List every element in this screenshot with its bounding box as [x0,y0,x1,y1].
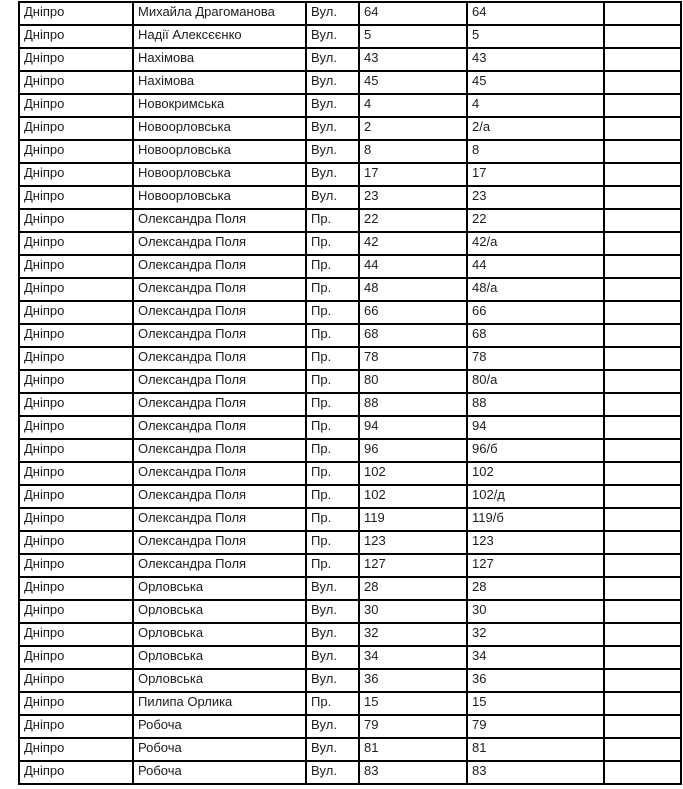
table-row [19,278,681,301]
cell-street: Нахімова [133,71,306,94]
cell-street: Робоча [133,715,306,738]
cell-note [604,25,681,48]
cell-building-number: 48 [359,278,467,301]
cell-building-number-full: 45 [467,71,604,94]
cell-city: Дніпро [19,186,133,209]
cell-note [604,278,681,301]
cell-building-number: 17 [359,163,467,186]
cell-building-number: 119 [359,508,467,531]
table-row [19,94,681,117]
cell-building-number-full: 23 [467,186,604,209]
cell-street-type: Пр. [306,278,359,301]
cell-street-type: Пр. [306,439,359,462]
cell-street: Олександра Поля [133,209,306,232]
cell-note [604,669,681,692]
cell-street-type: Вул. [306,186,359,209]
cell-building-number-full: 102/д [467,485,604,508]
table-row [19,577,681,600]
cell-building-number: 83 [359,761,467,784]
cell-building-number-full: 44 [467,255,604,278]
cell-note [604,416,681,439]
cell-note [604,738,681,761]
cell-street-type: Вул. [306,140,359,163]
cell-building-number-full: 5 [467,25,604,48]
cell-note [604,163,681,186]
cell-building-number: 34 [359,646,467,669]
cell-building-number: 123 [359,531,467,554]
cell-building-number-full: 43 [467,48,604,71]
table-row [19,232,681,255]
cell-note [604,692,681,715]
table-row [19,646,681,669]
cell-building-number: 94 [359,416,467,439]
cell-city: Дніпро [19,370,133,393]
cell-street: Олександра Поля [133,301,306,324]
table-row [19,715,681,738]
table-row [19,117,681,140]
table-row [19,439,681,462]
cell-building-number: 68 [359,324,467,347]
cell-building-number-full: 36 [467,669,604,692]
cell-building-number: 30 [359,600,467,623]
cell-city: Дніпро [19,71,133,94]
cell-city: Дніпро [19,393,133,416]
cell-city: Дніпро [19,531,133,554]
table-row [19,692,681,715]
cell-street: Новоорловська [133,163,306,186]
cell-building-number: 8 [359,140,467,163]
cell-building-number-full: 66 [467,301,604,324]
table-row [19,623,681,646]
cell-note [604,761,681,784]
cell-note [604,439,681,462]
table-row [19,600,681,623]
cell-city: Дніпро [19,48,133,71]
cell-street-type: Пр. [306,508,359,531]
cell-city: Дніпро [19,646,133,669]
cell-street: Новоорловська [133,117,306,140]
table-row [19,347,681,370]
cell-city: Дніпро [19,232,133,255]
cell-note [604,232,681,255]
cell-note [604,715,681,738]
cell-city: Дніпро [19,692,133,715]
table-row [19,485,681,508]
cell-street-type: Пр. [306,324,359,347]
cell-building-number-full: 83 [467,761,604,784]
cell-street-type: Пр. [306,209,359,232]
cell-building-number: 64 [359,2,467,25]
cell-building-number: 66 [359,301,467,324]
cell-building-number-full: 30 [467,600,604,623]
cell-note [604,94,681,117]
cell-city: Дніпро [19,554,133,577]
cell-city: Дніпро [19,94,133,117]
cell-building-number-full: 78 [467,347,604,370]
cell-street: Олександра Поля [133,439,306,462]
cell-building-number: 96 [359,439,467,462]
cell-street-type: Вул. [306,2,359,25]
cell-note [604,140,681,163]
cell-building-number: 102 [359,462,467,485]
table-row [19,416,681,439]
cell-note [604,209,681,232]
cell-street-type: Пр. [306,692,359,715]
cell-street-type: Вул. [306,94,359,117]
cell-note [604,393,681,416]
table-row [19,71,681,94]
cell-building-number-full: 15 [467,692,604,715]
table-body [19,2,681,784]
cell-building-number-full: 94 [467,416,604,439]
cell-building-number: 127 [359,554,467,577]
cell-note [604,255,681,278]
table-row [19,209,681,232]
cell-building-number-full: 48/а [467,278,604,301]
cell-street-type: Пр. [306,370,359,393]
cell-note [604,646,681,669]
cell-street: Олександра Поля [133,324,306,347]
cell-street-type: Пр. [306,393,359,416]
cell-street: Орловська [133,600,306,623]
cell-street-type: Вул. [306,738,359,761]
cell-building-number: 15 [359,692,467,715]
cell-street-type: Вул. [306,48,359,71]
cell-building-number-full: 32 [467,623,604,646]
cell-note [604,324,681,347]
cell-note [604,117,681,140]
table-row [19,761,681,784]
cell-city: Дніпро [19,278,133,301]
table-row [19,163,681,186]
cell-building-number-full: 17 [467,163,604,186]
cell-city: Дніпро [19,738,133,761]
cell-note [604,531,681,554]
cell-note [604,600,681,623]
cell-street: Орловська [133,623,306,646]
cell-street: Олександра Поля [133,554,306,577]
cell-building-number: 102 [359,485,467,508]
cell-city: Дніпро [19,324,133,347]
cell-city: Дніпро [19,255,133,278]
cell-street: Робоча [133,738,306,761]
cell-building-number: 28 [359,577,467,600]
table-row [19,301,681,324]
cell-note [604,623,681,646]
cell-city: Дніпро [19,462,133,485]
cell-street-type: Вул. [306,761,359,784]
cell-city: Дніпро [19,485,133,508]
cell-building-number-full: 79 [467,715,604,738]
cell-street: Михайла Драгоманова [133,2,306,25]
cell-city: Дніпро [19,508,133,531]
cell-building-number-full: 42/а [467,232,604,255]
cell-note [604,186,681,209]
cell-street: Олександра Поля [133,416,306,439]
cell-street-type: Пр. [306,485,359,508]
table-row [19,140,681,163]
cell-street-type: Вул. [306,646,359,669]
cell-building-number-full: 34 [467,646,604,669]
cell-building-number-full: 81 [467,738,604,761]
cell-building-number: 44 [359,255,467,278]
cell-building-number-full: 8 [467,140,604,163]
cell-street: Пилипа Орлика [133,692,306,715]
cell-building-number: 45 [359,71,467,94]
cell-street-type: Вул. [306,163,359,186]
cell-street-type: Пр. [306,462,359,485]
cell-building-number: 23 [359,186,467,209]
cell-street: Новокримська [133,94,306,117]
cell-city: Дніпро [19,140,133,163]
cell-note [604,71,681,94]
cell-city: Дніпро [19,2,133,25]
cell-building-number: 78 [359,347,467,370]
cell-street: Олександра Поля [133,278,306,301]
cell-building-number-full: 4 [467,94,604,117]
cell-note [604,347,681,370]
cell-street: Орловська [133,646,306,669]
cell-street: Олександра Поля [133,347,306,370]
table-row [19,462,681,485]
table-row [19,255,681,278]
table-row [19,48,681,71]
cell-building-number-full: 2/а [467,117,604,140]
cell-city: Дніпро [19,301,133,324]
cell-building-number: 22 [359,209,467,232]
cell-note [604,485,681,508]
address-table [18,1,682,785]
cell-building-number: 32 [359,623,467,646]
cell-building-number: 36 [359,669,467,692]
cell-street: Нахімова [133,48,306,71]
cell-street: Орловська [133,669,306,692]
cell-street: Олександра Поля [133,462,306,485]
cell-street-type: Пр. [306,347,359,370]
cell-note [604,48,681,71]
cell-note [604,301,681,324]
cell-building-number-full: 88 [467,393,604,416]
cell-building-number: 4 [359,94,467,117]
cell-building-number: 5 [359,25,467,48]
cell-building-number-full: 22 [467,209,604,232]
cell-note [604,508,681,531]
cell-city: Дніпро [19,623,133,646]
cell-building-number-full: 68 [467,324,604,347]
cell-city: Дніпро [19,600,133,623]
table-row [19,738,681,761]
cell-street: Олександра Поля [133,255,306,278]
cell-city: Дніпро [19,439,133,462]
cell-building-number-full: 119/б [467,508,604,531]
cell-building-number: 81 [359,738,467,761]
table-row [19,554,681,577]
cell-street: Новоорловська [133,186,306,209]
cell-building-number-full: 96/б [467,439,604,462]
table-row [19,370,681,393]
table-row [19,393,681,416]
table-row [19,2,681,25]
cell-building-number-full: 102 [467,462,604,485]
cell-street-type: Вул. [306,71,359,94]
cell-street: Олександра Поля [133,485,306,508]
cell-street-type: Пр. [306,232,359,255]
cell-street-type: Вул. [306,577,359,600]
cell-city: Дніпро [19,416,133,439]
cell-city: Дніпро [19,577,133,600]
cell-note [604,2,681,25]
cell-street-type: Вул. [306,623,359,646]
cell-building-number-full: 80/а [467,370,604,393]
cell-street: Олександра Поля [133,232,306,255]
cell-city: Дніпро [19,25,133,48]
cell-building-number-full: 64 [467,2,604,25]
cell-building-number: 88 [359,393,467,416]
table-row [19,324,681,347]
cell-street-type: Вул. [306,715,359,738]
cell-note [604,370,681,393]
cell-street: Орловська [133,577,306,600]
cell-street-type: Вул. [306,25,359,48]
cell-note [604,577,681,600]
cell-street: Олександра Поля [133,393,306,416]
cell-street-type: Вул. [306,669,359,692]
cell-building-number-full: 123 [467,531,604,554]
cell-city: Дніпро [19,347,133,370]
table-row [19,508,681,531]
cell-building-number: 2 [359,117,467,140]
cell-street: Робоча [133,761,306,784]
cell-city: Дніпро [19,715,133,738]
cell-city: Дніпро [19,669,133,692]
cell-city: Дніпро [19,163,133,186]
cell-city: Дніпро [19,209,133,232]
table-row [19,669,681,692]
cell-street: Надії Алексєєнко [133,25,306,48]
cell-building-number: 42 [359,232,467,255]
cell-note [604,462,681,485]
table-row [19,531,681,554]
cell-street: Новоорловська [133,140,306,163]
table-row [19,186,681,209]
cell-street-type: Вул. [306,600,359,623]
cell-building-number-full: 127 [467,554,604,577]
cell-street: Олександра Поля [133,531,306,554]
cell-street-type: Пр. [306,554,359,577]
cell-street-type: Пр. [306,301,359,324]
cell-city: Дніпро [19,117,133,140]
cell-building-number: 80 [359,370,467,393]
cell-building-number: 79 [359,715,467,738]
table-row [19,25,681,48]
cell-street-type: Пр. [306,531,359,554]
cell-street-type: Вул. [306,117,359,140]
cell-building-number: 43 [359,48,467,71]
cell-note [604,554,681,577]
cell-city: Дніпро [19,761,133,784]
cell-street: Олександра Поля [133,508,306,531]
cell-street-type: Пр. [306,255,359,278]
cell-street-type: Пр. [306,416,359,439]
cell-street: Олександра Поля [133,370,306,393]
cell-building-number-full: 28 [467,577,604,600]
